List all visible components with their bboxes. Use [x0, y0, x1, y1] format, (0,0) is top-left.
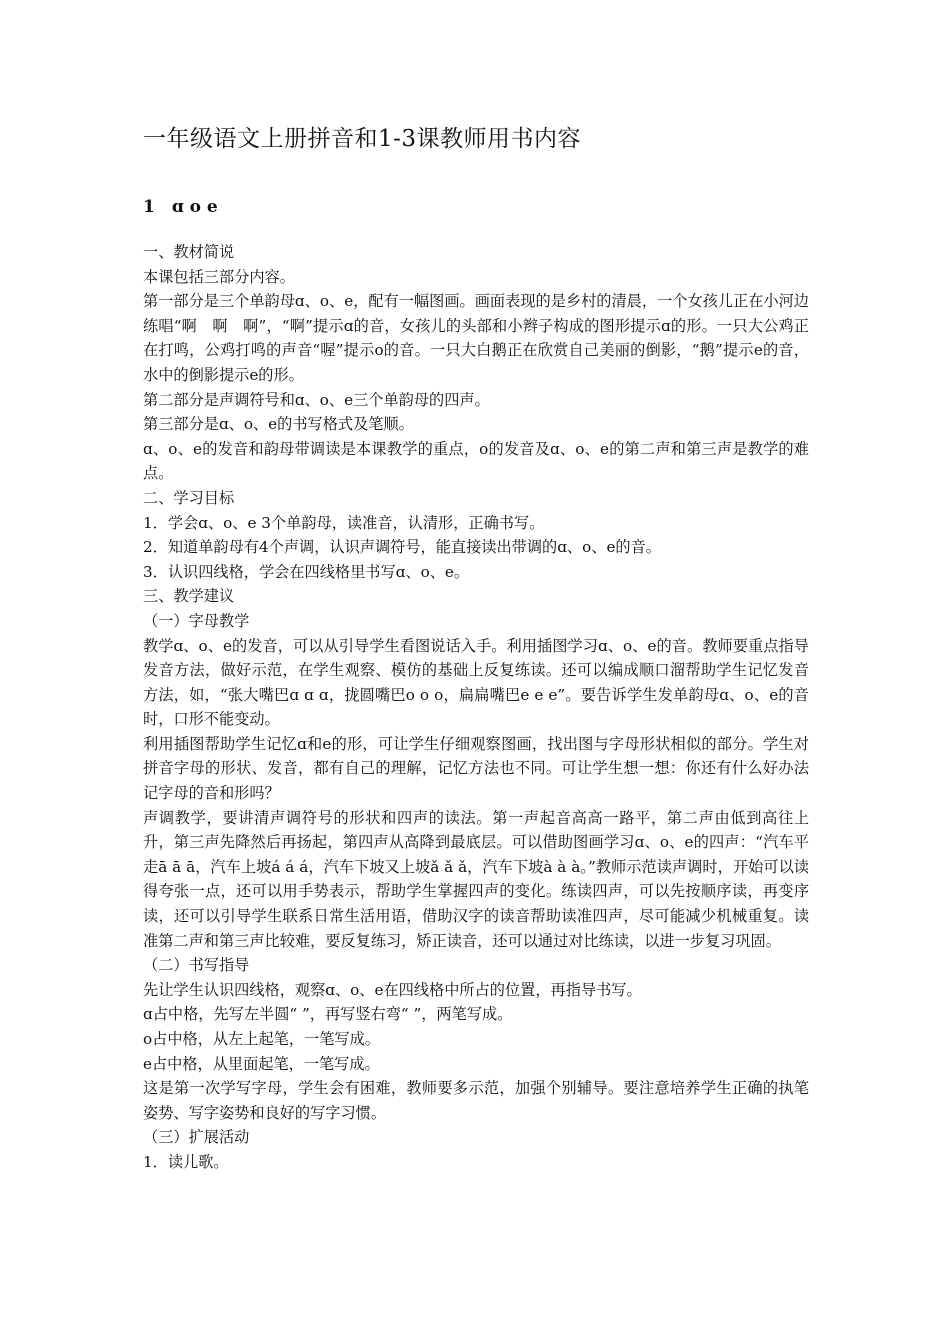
document-title: 一年级语文上册拼音和1-3课教师用书内容: [143, 126, 582, 152]
paragraph: 第一部分是三个单韵母ɑ、o、e，配有一幅图画。画面表现的是乡村的清晨，一个女孩儿正在小河边练唱“啊 啊 啊”，“啊”提示ɑ的音，女孩儿的头部和小辫子构成的图形提示ɑ的形。一只大公鸡正在打鸣，公鸡打鸣的声音“喔”提示o的音。一只大白鹅正在欣赏自己美丽的倒影，“鹅”提示e的音，水中的倒影提示e的形。: [143, 292, 809, 384]
document-body: [143, 240, 809, 1175]
subsection-heading: （二）书写指导: [143, 956, 250, 975]
subsection-heading: （一）字母教学: [143, 611, 250, 630]
paragraph: e占中格，从里面起笔，一笔写成。: [143, 1054, 380, 1073]
paragraph: ɑ占中格，先写左半圆“ ”，再写竖右弯“ ”，两笔写成。: [143, 1005, 513, 1024]
paragraph: 教学ɑ、o、e的发音，可以从引导学生看图说话入手。利用插图学习ɑ、o、e的音。教师要重点指导发音方法，做好示范，在学生观察、模仿的基础上反复练读。还可以编成顺口溜帮助学生记忆发音方法，如，“张大嘴巴ɑ ɑ ɑ，拢圆嘴巴o o o，扁扁嘴巴e e e”。要告诉学生发单韵母ɑ、o、e的音时，口形不能变动。: [143, 636, 809, 729]
paragraph: ɑ、o、e的发音和韵母带调读是本课教学的重点，o的发音及ɑ、o、e的第二声和第三声是教学的难点。: [143, 439, 809, 483]
list-item: 1．读儿歌。: [143, 1152, 229, 1171]
section-heading: 一、教材简说: [143, 243, 235, 261]
paragraph: 第三部分是ɑ、o、e的书写格式及笔顺。: [143, 415, 414, 434]
subsection-heading: （三）扩展活动: [143, 1128, 250, 1147]
paragraph: 利用插图帮助学生记忆ɑ和e的形，可让学生仔细观察图画，找出图与字母形状相似的部分。学生对拼音字母的形状、发音，都有自己的理解，记忆方法也不同。可让学生想一想：你还有什么好办法记字母的音和形吗？: [143, 734, 809, 803]
section-heading: 三、教学建议: [143, 587, 235, 606]
paragraph: 声调教学，要讲清声调符号的形状和四声的读法。第一声起音高高一路平，第二声由低到高往上升，第三声先降然后再扬起，第四声从高降到最底层。可以借助图画学习ɑ、o、e的四声：“汽车平走ā ā ā，汽车上坡á á á，汽车下坡又上坡ǎ ǎ ǎ，汽车下坡à à à。”教师示范读声调时，开始可以读得夸张一点，还可以用手势表示，帮助学生掌握四声的变化。练读四声，可以先按顺序读，再变序读，还可以引导学生联系日常生活用语，借助汉字的读音帮助读准四声，尽可能减少机械重复。读准第二声和第三声比较难，要反复练习，矫正读音，还可以通过对比练读，以进一步复习巩固。: [143, 808, 809, 950]
list-item: 1．学会ɑ、o、e 3个单韵母，读准音，认清形，正确书写。: [143, 513, 545, 532]
paragraph: 这是第一次学写字母，学生会有困难，教师要多示范，加强个别辅导。要注意培养学生正确的执笔姿势、写字姿势和良好的写字习惯。: [143, 1079, 809, 1122]
paragraph: 本课包括三部分内容。: [143, 267, 295, 286]
list-item: 2．知道单韵母有4个声调，认识声调符号，能直接读出带调的ɑ、o、e的音。: [143, 538, 661, 557]
paragraph: 先让学生认识四线格，观察ɑ、o、e在四线格中所占的位置，再指导书写。: [143, 980, 642, 999]
lesson-heading: 1 ɑ o e: [143, 197, 218, 217]
list-item: 3．认识四线格，学会在四线格里书写ɑ、o、e。: [143, 562, 470, 581]
paragraph: o占中格，从左上起笔，一笔写成。: [143, 1030, 380, 1048]
section-heading: 二、学习目标: [143, 488, 235, 507]
paragraph: 第二部分是声调符号和ɑ、o、e三个单韵母的四声。: [143, 390, 490, 409]
